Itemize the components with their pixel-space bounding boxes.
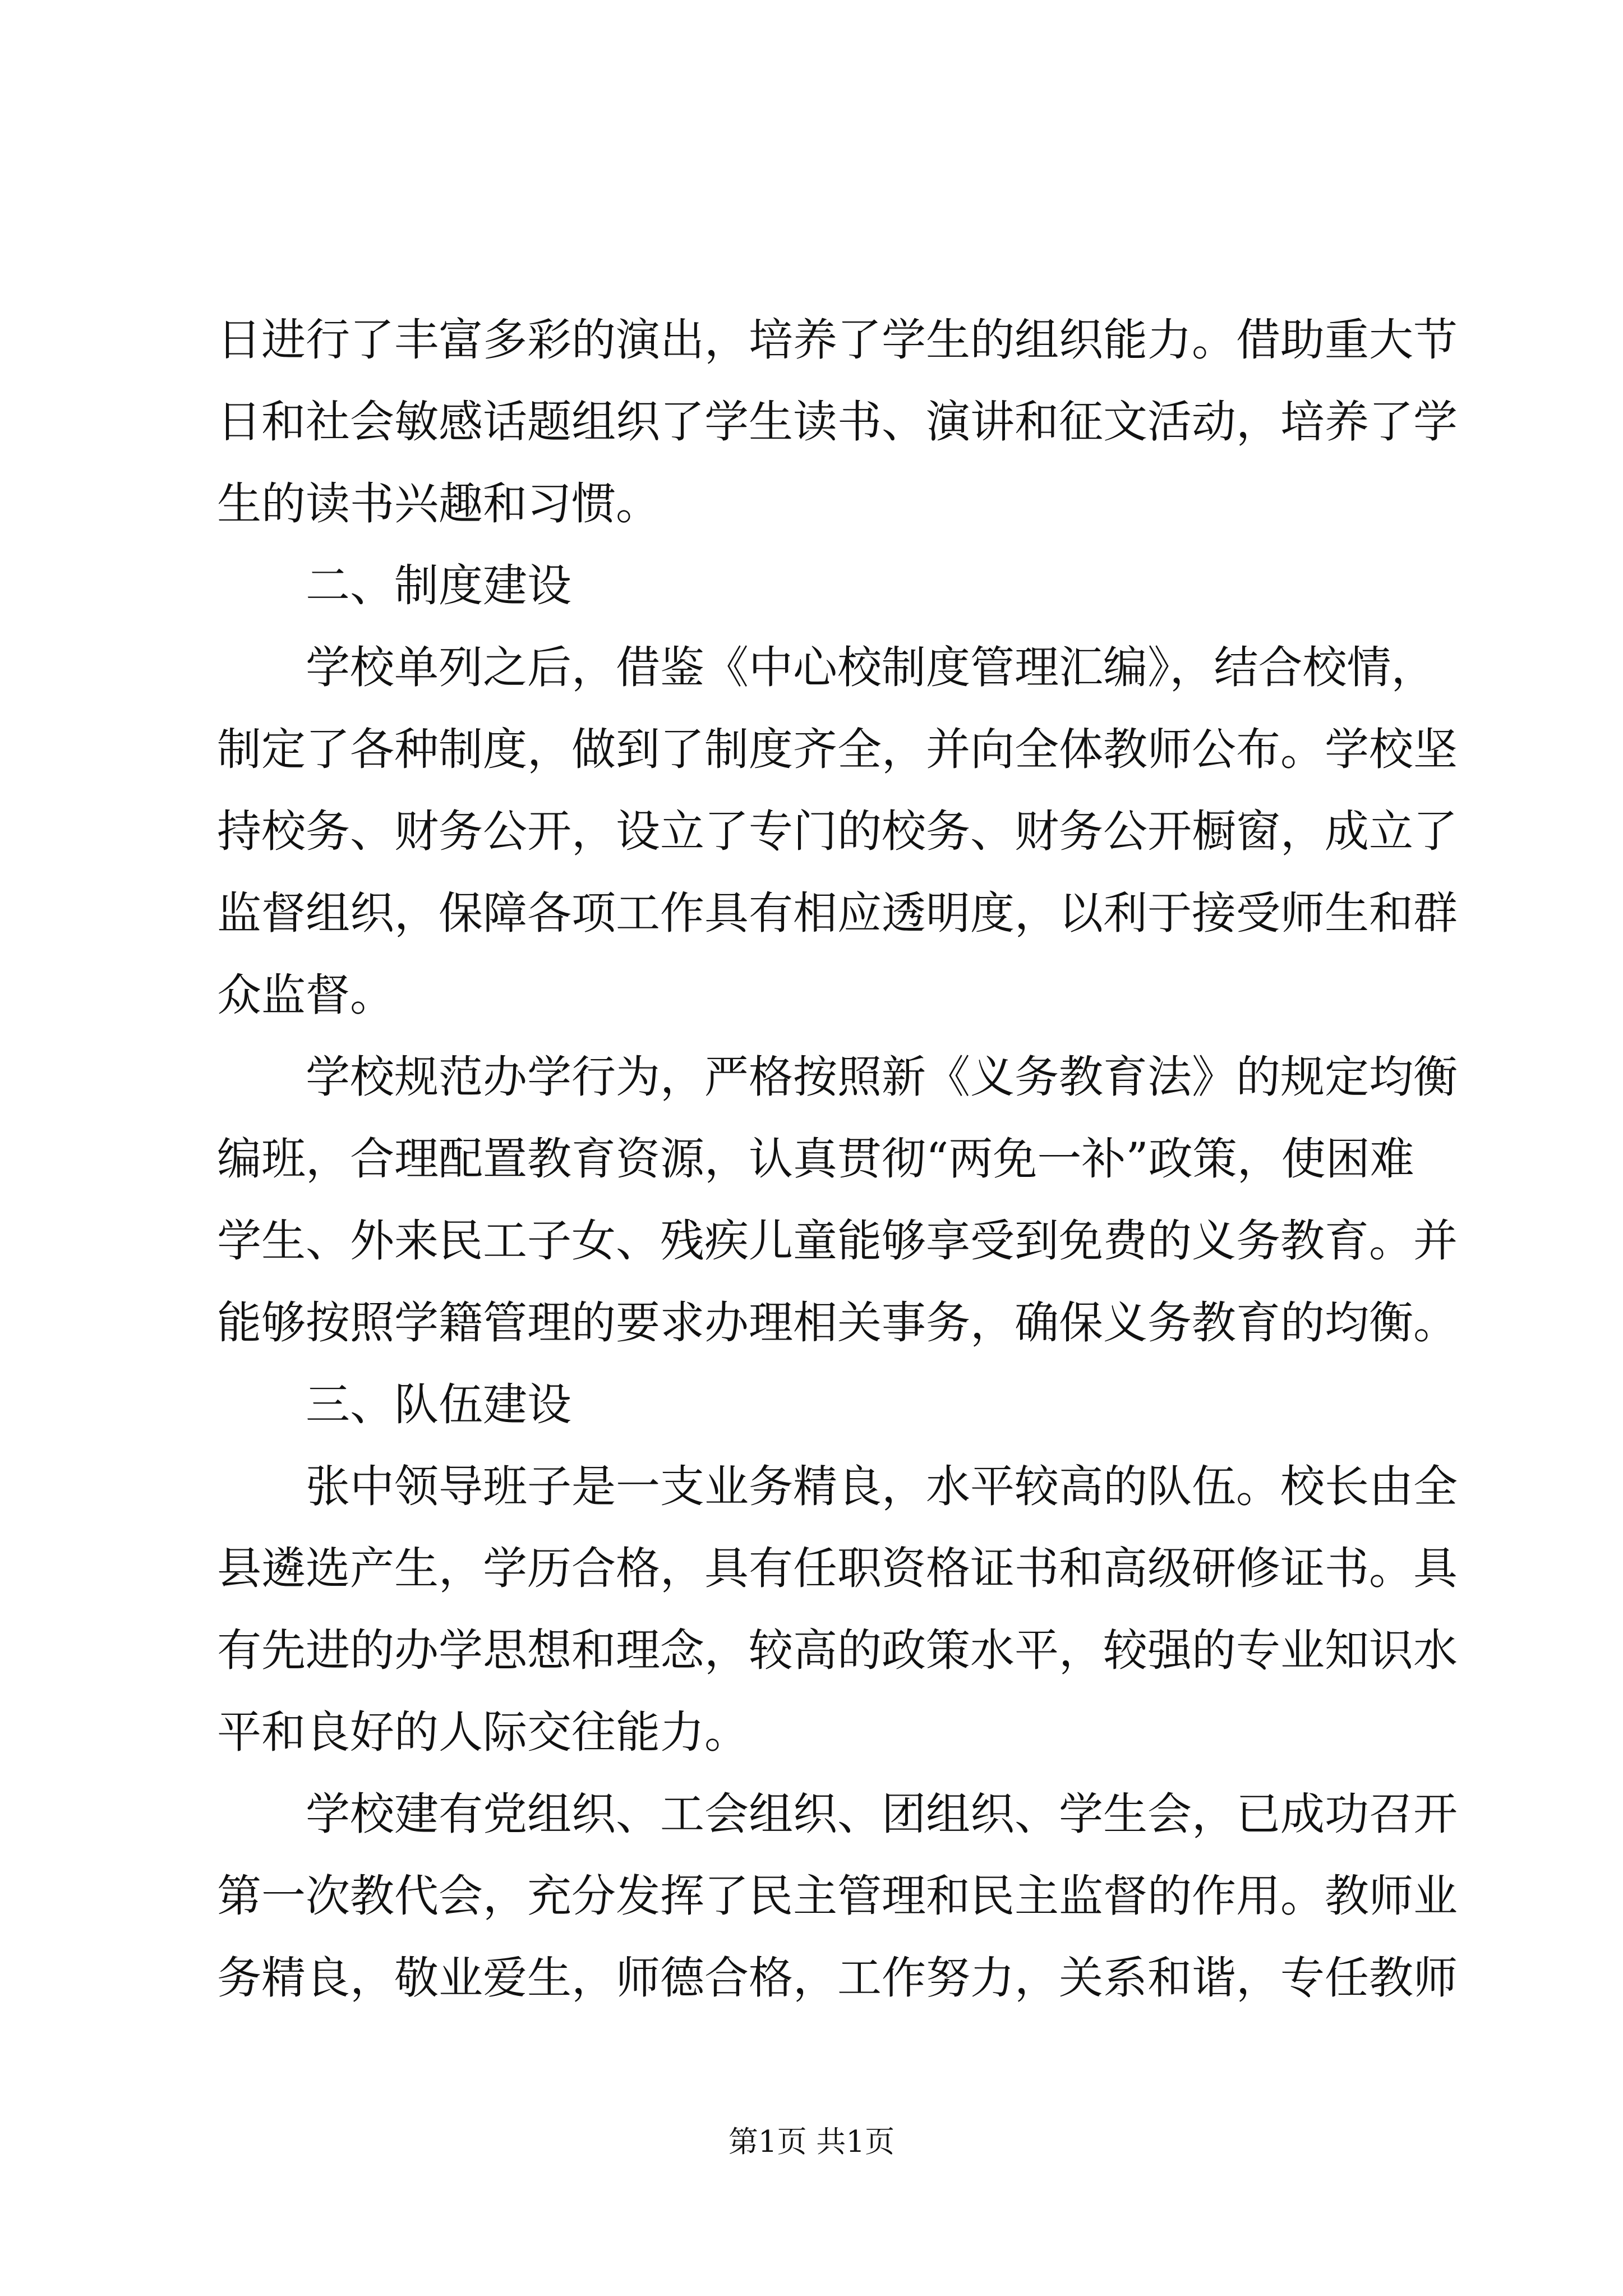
text-line: 制定了各种制度，做到了制度齐全，并向全体教师公布。学校坚 — [217, 724, 1458, 775]
text-line: 编班，合理配置教育资源，认真贯彻“两免一补”政策，使困难 — [217, 1133, 1414, 1185]
text-line: 学校建有党组织、工会组织、团组织、学生会，已成功召开 — [306, 1788, 1458, 1840]
text-line: 持校务、财务公开，设立了专门的校务、财务公开橱窗，成立了 — [217, 806, 1458, 857]
paragraph — [217, 1036, 1473, 1364]
text-line: 学生、外来民工子女、残疾儿童能够享受到免费的义务教育。并 — [217, 1215, 1458, 1267]
text-line: 生的读书兴趣和习惯。 — [217, 478, 660, 530]
section-heading: 三、队伍建设 — [306, 1379, 571, 1430]
text-line: 日进行了丰富多彩的演出，培养了学生的组织能力。借助重大节 — [217, 314, 1458, 366]
page-footer: 第1页 共1页 — [728, 2125, 895, 2159]
paragraph — [217, 299, 1473, 545]
text-line: 第一次教代会，充分发挥了民主管理和民主监督的作用。教师业 — [217, 1870, 1458, 1922]
text-line: 众监督。 — [217, 969, 394, 1021]
text-line: 日和社会敏感话题组织了学生读书、演讲和征文活动，培养了学 — [217, 396, 1458, 448]
document-body — [217, 299, 1473, 2019]
text-line: 学校规范办学行为，严格按照新《义务教育法》的规定均衡 — [306, 1051, 1458, 1103]
text-line: 张中领导班子是一支业务精良，水平较高的队伍。校长由全 — [306, 1461, 1458, 1512]
section-heading: 二、制度建设 — [306, 560, 571, 611]
paragraph — [217, 627, 1473, 1036]
paragraph — [217, 1446, 1473, 1773]
text-line: 县遴选产生，学历合格，具有任职资格证书和高级研修证书。具 — [217, 1543, 1458, 1594]
text-line: 监督组织，保障各项工作具有相应透明度，以利于接受师生和群 — [217, 887, 1458, 939]
paragraph — [217, 1773, 1473, 2019]
text-line: 务精良，敬业爱生，师德合格，工作努力，关系和谐，专任教师 — [217, 1952, 1458, 2004]
text-line: 能够按照学籍管理的要求办理相关事务，确保义务教育的均衡。 — [217, 1297, 1458, 1349]
text-line: 平和良好的人际交往能力。 — [217, 1706, 749, 1758]
text-line: 有先进的办学思想和理念，较高的政策水平，较强的专业知识水 — [217, 1625, 1458, 1676]
text-line: 学校单列之后，借鉴《中心校制度管理汇编》，结合校情， — [306, 642, 1436, 693]
